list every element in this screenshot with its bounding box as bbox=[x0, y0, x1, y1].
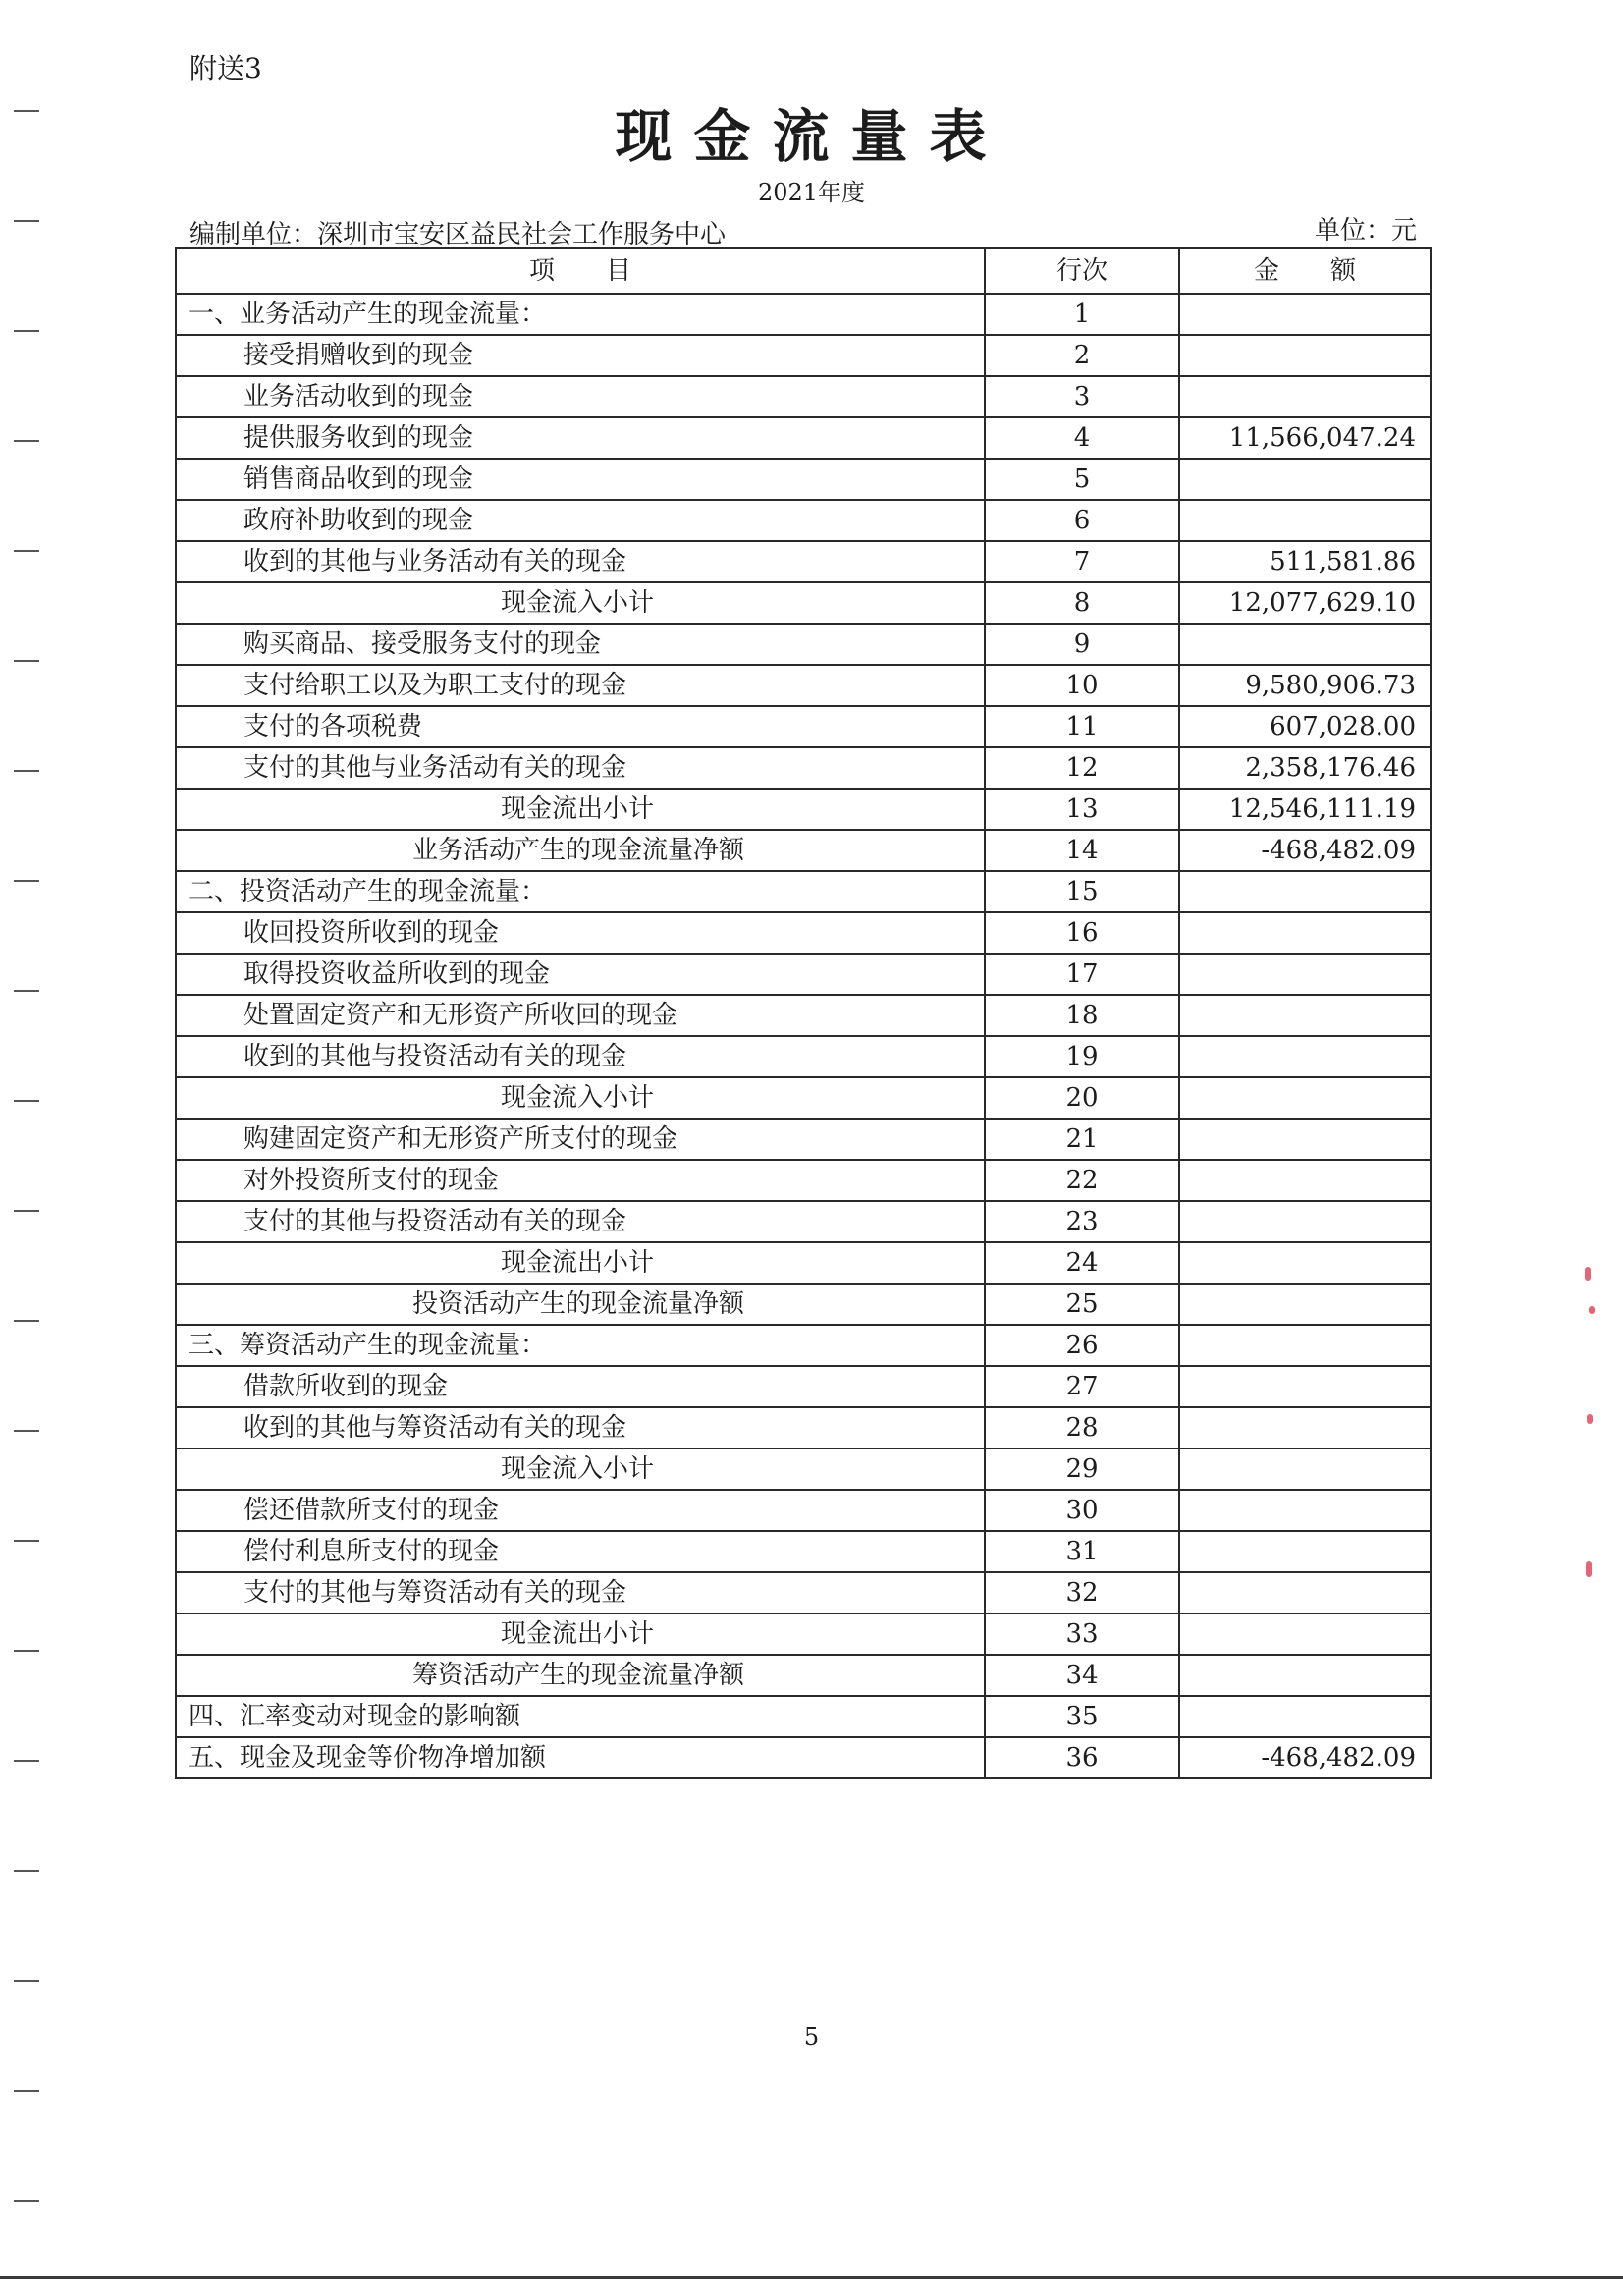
row-amount: 11,566,047.24 bbox=[1179, 417, 1431, 459]
row-line-number: 1 bbox=[985, 294, 1179, 335]
attachment-label: 附送3 bbox=[189, 52, 262, 84]
table-row bbox=[176, 1077, 1431, 1119]
table-row bbox=[176, 1366, 1431, 1407]
header-amount: 金 额 bbox=[1179, 248, 1431, 294]
table-row bbox=[176, 294, 1431, 335]
row-line-number: 23 bbox=[985, 1201, 1179, 1242]
binding-mark bbox=[14, 1320, 39, 1322]
row-amount bbox=[1179, 954, 1431, 995]
row-line-number: 35 bbox=[985, 1696, 1179, 1737]
binding-mark bbox=[14, 550, 39, 552]
row-item-label: 购建固定资产和无形资产所支付的现金 bbox=[176, 1119, 985, 1160]
row-item-label: 五、现金及现金等价物净增加额 bbox=[176, 1737, 985, 1778]
binding-mark bbox=[14, 220, 39, 222]
table-row bbox=[176, 995, 1431, 1036]
row-item-label: 业务活动产生的现金流量净额 bbox=[176, 830, 985, 871]
row-amount bbox=[1179, 912, 1431, 954]
row-amount: 12,546,111.19 bbox=[1179, 789, 1431, 830]
row-line-number: 32 bbox=[985, 1572, 1179, 1613]
binding-mark bbox=[14, 440, 39, 442]
row-item-label: 接受捐赠收到的现金 bbox=[176, 335, 985, 376]
row-amount: -468,482.09 bbox=[1179, 830, 1431, 871]
row-amount bbox=[1179, 624, 1431, 665]
row-item-label: 收到的其他与业务活动有关的现金 bbox=[176, 541, 985, 582]
binding-mark bbox=[14, 770, 39, 772]
row-item-label: 现金流入小计 bbox=[176, 1077, 985, 1119]
row-amount: 607,028.00 bbox=[1179, 706, 1431, 747]
table-row bbox=[176, 1572, 1431, 1613]
table-row bbox=[176, 335, 1431, 376]
row-line-number: 33 bbox=[985, 1613, 1179, 1655]
table-row bbox=[176, 1201, 1431, 1242]
table-row bbox=[176, 1531, 1431, 1572]
row-amount bbox=[1179, 1160, 1431, 1201]
row-amount bbox=[1179, 1325, 1431, 1366]
row-amount bbox=[1179, 500, 1431, 541]
row-amount: 2,358,176.46 bbox=[1179, 747, 1431, 789]
row-item-label: 提供服务收到的现金 bbox=[176, 417, 985, 459]
row-line-number: 4 bbox=[985, 417, 1179, 459]
currency-unit: 单位：元 bbox=[1314, 216, 1417, 246]
row-item-label: 四、汇率变动对现金的影响额 bbox=[176, 1696, 985, 1737]
row-amount bbox=[1179, 1407, 1431, 1449]
binding-mark bbox=[14, 1650, 39, 1652]
row-line-number: 26 bbox=[985, 1325, 1179, 1366]
row-item-label: 现金流出小计 bbox=[176, 1613, 985, 1655]
table-row bbox=[176, 376, 1431, 417]
row-line-number: 6 bbox=[985, 500, 1179, 541]
row-line-number: 29 bbox=[985, 1449, 1179, 1490]
row-amount bbox=[1179, 995, 1431, 1036]
cash-flow-table bbox=[175, 247, 1432, 1779]
row-amount bbox=[1179, 1696, 1431, 1737]
row-line-number: 12 bbox=[985, 747, 1179, 789]
row-item-label: 购买商品、接受服务支付的现金 bbox=[176, 624, 985, 665]
row-line-number: 8 bbox=[985, 582, 1179, 624]
report-year: 2021年度 bbox=[757, 179, 866, 206]
table-row bbox=[176, 1655, 1431, 1696]
binding-mark bbox=[14, 990, 39, 992]
row-item-label: 筹资活动产生的现金流量净额 bbox=[176, 1655, 985, 1696]
binding-mark bbox=[14, 1100, 39, 1102]
row-amount: -468,482.09 bbox=[1179, 1737, 1431, 1778]
row-line-number: 10 bbox=[985, 665, 1179, 706]
row-item-label: 偿付利息所支付的现金 bbox=[176, 1531, 985, 1572]
seal-edge-marks bbox=[1583, 1267, 1602, 1591]
row-amount bbox=[1179, 1531, 1431, 1572]
table-row bbox=[176, 871, 1431, 912]
table-row bbox=[176, 1284, 1431, 1325]
row-amount bbox=[1179, 335, 1431, 376]
row-item-label: 处置固定资产和无形资产所收回的现金 bbox=[176, 995, 985, 1036]
row-item-label: 收到的其他与筹资活动有关的现金 bbox=[176, 1407, 985, 1449]
table-row bbox=[176, 1036, 1431, 1077]
row-item-label: 取得投资收益所收到的现金 bbox=[176, 954, 985, 995]
binding-mark bbox=[14, 880, 39, 882]
row-amount bbox=[1179, 376, 1431, 417]
row-item-label: 二、投资活动产生的现金流量： bbox=[176, 871, 985, 912]
table-row bbox=[176, 1449, 1431, 1490]
row-line-number: 36 bbox=[985, 1737, 1179, 1778]
table-row bbox=[176, 954, 1431, 995]
row-item-label: 销售商品收到的现金 bbox=[176, 459, 985, 500]
row-line-number: 31 bbox=[985, 1531, 1179, 1572]
table-row bbox=[176, 1696, 1431, 1737]
binding-mark bbox=[14, 1210, 39, 1212]
binding-mark bbox=[14, 1870, 39, 1872]
row-amount bbox=[1179, 459, 1431, 500]
table-row bbox=[176, 912, 1431, 954]
header-line-number: 行次 bbox=[985, 248, 1179, 294]
row-amount bbox=[1179, 1655, 1431, 1696]
table-row bbox=[176, 747, 1431, 789]
table-row bbox=[176, 624, 1431, 665]
row-line-number: 20 bbox=[985, 1077, 1179, 1119]
row-line-number: 3 bbox=[985, 376, 1179, 417]
binding-mark bbox=[14, 660, 39, 662]
row-line-number: 34 bbox=[985, 1655, 1179, 1696]
row-amount bbox=[1179, 1036, 1431, 1077]
row-line-number: 21 bbox=[985, 1119, 1179, 1160]
row-line-number: 22 bbox=[985, 1160, 1179, 1201]
row-amount: 12,077,629.10 bbox=[1179, 582, 1431, 624]
row-item-label: 三、筹资活动产生的现金流量： bbox=[176, 1325, 985, 1366]
row-item-label: 业务活动收到的现金 bbox=[176, 376, 985, 417]
row-item-label: 投资活动产生的现金流量净额 bbox=[176, 1284, 985, 1325]
page-number: 5 bbox=[803, 2023, 820, 2050]
table-row bbox=[176, 830, 1431, 871]
row-item-label: 政府补助收到的现金 bbox=[176, 500, 985, 541]
row-line-number: 7 bbox=[985, 541, 1179, 582]
table-row bbox=[176, 1325, 1431, 1366]
table-row bbox=[176, 582, 1431, 624]
row-item-label: 借款所收到的现金 bbox=[176, 1366, 985, 1407]
table-row bbox=[176, 541, 1431, 582]
row-amount bbox=[1179, 1572, 1431, 1613]
table-row bbox=[176, 1613, 1431, 1655]
binding-mark bbox=[14, 1980, 39, 1982]
row-amount bbox=[1179, 1449, 1431, 1490]
binding-mark bbox=[14, 330, 39, 332]
page-bottom-edge bbox=[0, 2276, 1623, 2279]
row-amount bbox=[1179, 1119, 1431, 1160]
row-line-number: 30 bbox=[985, 1490, 1179, 1531]
row-line-number: 16 bbox=[985, 912, 1179, 954]
row-item-label: 现金流出小计 bbox=[176, 789, 985, 830]
table-row bbox=[176, 1737, 1431, 1778]
row-amount bbox=[1179, 1077, 1431, 1119]
table-row bbox=[176, 665, 1431, 706]
row-line-number: 27 bbox=[985, 1366, 1179, 1407]
row-line-number: 28 bbox=[985, 1407, 1179, 1449]
row-line-number: 11 bbox=[985, 706, 1179, 747]
row-line-number: 13 bbox=[985, 789, 1179, 830]
row-line-number: 19 bbox=[985, 1036, 1179, 1077]
table-row bbox=[176, 1490, 1431, 1531]
table-header-row bbox=[176, 248, 1431, 294]
row-amount bbox=[1179, 871, 1431, 912]
binding-mark bbox=[14, 2090, 39, 2092]
row-item-label: 收到的其他与投资活动有关的现金 bbox=[176, 1036, 985, 1077]
row-amount bbox=[1179, 1366, 1431, 1407]
row-amount bbox=[1179, 1490, 1431, 1531]
compiling-unit: 编制单位：深圳市宝安区益民社会工作服务中心 bbox=[189, 220, 727, 249]
row-item-label: 现金流入小计 bbox=[176, 582, 985, 624]
table-row bbox=[176, 459, 1431, 500]
table-row bbox=[176, 706, 1431, 747]
row-amount bbox=[1179, 1284, 1431, 1325]
row-item-label: 支付给职工以及为职工支付的现金 bbox=[176, 665, 985, 706]
binding-mark bbox=[14, 1760, 39, 1762]
row-amount bbox=[1179, 1242, 1431, 1284]
row-line-number: 24 bbox=[985, 1242, 1179, 1284]
row-item-label: 收回投资所收到的现金 bbox=[176, 912, 985, 954]
binding-hole-marks bbox=[14, 0, 43, 2296]
table-row bbox=[176, 1160, 1431, 1201]
table-row bbox=[176, 1242, 1431, 1284]
row-amount: 511,581.86 bbox=[1179, 541, 1431, 582]
row-line-number: 14 bbox=[985, 830, 1179, 871]
row-item-label: 支付的各项税费 bbox=[176, 706, 985, 747]
row-item-label: 一、业务活动产生的现金流量： bbox=[176, 294, 985, 335]
row-item-label: 支付的其他与筹资活动有关的现金 bbox=[176, 1572, 985, 1613]
row-line-number: 15 bbox=[985, 871, 1179, 912]
table-row bbox=[176, 500, 1431, 541]
table-row bbox=[176, 789, 1431, 830]
row-line-number: 25 bbox=[985, 1284, 1179, 1325]
row-line-number: 17 bbox=[985, 954, 1179, 995]
row-line-number: 5 bbox=[985, 459, 1179, 500]
binding-mark bbox=[14, 1430, 39, 1432]
table-row bbox=[176, 417, 1431, 459]
row-item-label: 现金流入小计 bbox=[176, 1449, 985, 1490]
row-item-label: 支付的其他与业务活动有关的现金 bbox=[176, 747, 985, 789]
table-row bbox=[176, 1407, 1431, 1449]
row-amount bbox=[1179, 1613, 1431, 1655]
row-line-number: 9 bbox=[985, 624, 1179, 665]
table-body bbox=[176, 294, 1431, 1778]
header-item: 项 目 bbox=[176, 248, 985, 294]
row-item-label: 偿还借款所支付的现金 bbox=[176, 1490, 985, 1531]
row-amount: 9,580,906.73 bbox=[1179, 665, 1431, 706]
row-line-number: 18 bbox=[985, 995, 1179, 1036]
row-item-label: 现金流出小计 bbox=[176, 1242, 985, 1284]
row-line-number: 2 bbox=[985, 335, 1179, 376]
row-amount bbox=[1179, 294, 1431, 335]
row-item-label: 对外投资所支付的现金 bbox=[176, 1160, 985, 1201]
table-row bbox=[176, 1119, 1431, 1160]
row-amount bbox=[1179, 1201, 1431, 1242]
page-title: 现金流量表 bbox=[615, 103, 1008, 170]
row-item-label: 支付的其他与投资活动有关的现金 bbox=[176, 1201, 985, 1242]
binding-mark bbox=[14, 1540, 39, 1542]
binding-mark bbox=[14, 2200, 39, 2202]
